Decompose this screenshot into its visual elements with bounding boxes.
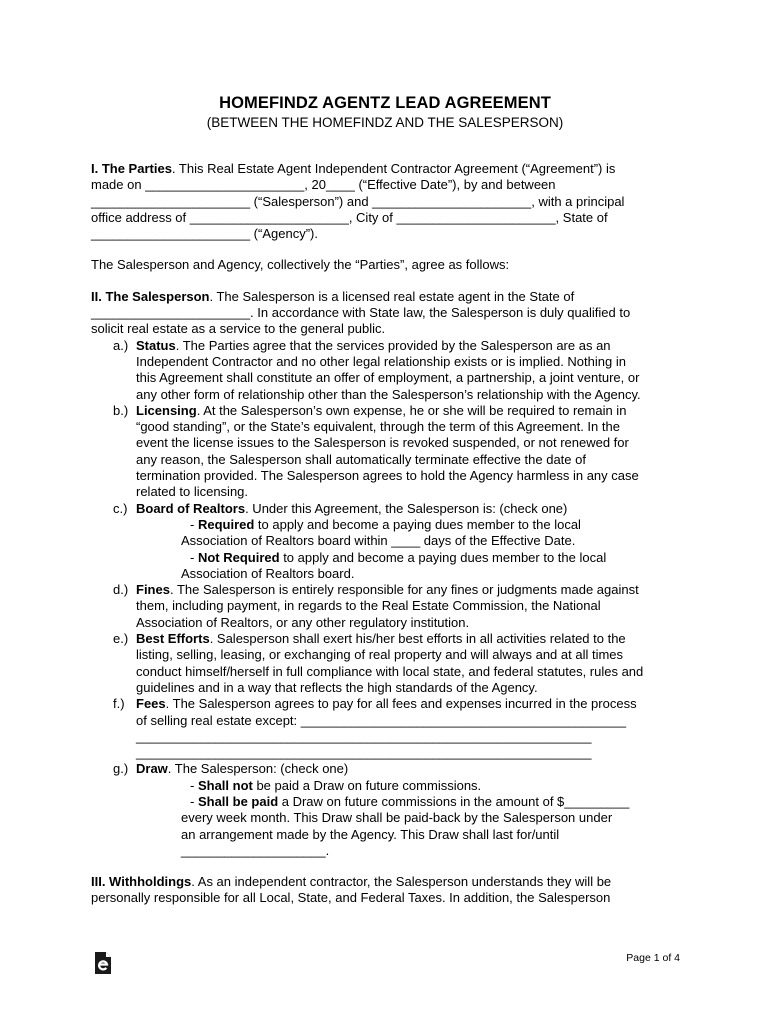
eforms-logo-icon [94, 951, 112, 975]
clause-fines-line-3: Association of Realtors, or any other regulatory institution. [136, 614, 470, 630]
option-required-line-2: Association of Realtors board within ____ days of the Effective Date. [181, 533, 576, 549]
clause-licensing-line-5: termination provided. The Salesperson agrees to hold the Agency harmless in any case [136, 468, 639, 484]
parties-line-5: ______________________ (“Agency”). [91, 226, 318, 242]
document-title: HOMEFINDZ AGENTZ LEAD AGREEMENT [219, 94, 551, 112]
salesperson-line-3: solicit real estate as a service to the general public. [91, 321, 386, 337]
clause-fines-line-2: them, including payment, in regards to the Real Estate Commission, the National [136, 598, 601, 614]
option-shall-be-paid-line-4: ____________________. [181, 842, 330, 858]
parties-line-4: office address of ______________________, City of ______________________, State of [91, 209, 608, 225]
clause-best-efforts-line-4: guidelines and in a way that reflects the high standards of the Agency. [136, 679, 538, 695]
salesperson-line-1: II. The Salesperson. The Salesperson is a licensed real estate agent in the State of [91, 288, 575, 304]
document-body [91, 161, 681, 907]
document-subtitle: (BETWEEN THE HOMEFINDZ AND THE SALESPERSON) [206, 115, 564, 130]
clause-status-line-4: any other form of relationship other than the Salesperson’s relationship with the Agency. [136, 386, 641, 402]
option-shall-be-paid-line-3: an arrangement made by the Agency. This Draw shall last for/until [181, 826, 560, 842]
clause-licensing: b.) Licensing. At the Salesperson’s own expense, he or she will be required to remain in [113, 402, 627, 418]
withholdings-line-1: III. Withholdings. As an independent contractor, the Salesperson understands they will be [91, 874, 612, 890]
clause-board-label: Board of Realtors [136, 500, 246, 516]
clause-draw-label: Draw [136, 761, 168, 777]
page-number: Page 1 of 4 [626, 952, 680, 964]
clause-draw: g.) Draw. The Salesperson: (check one) [113, 761, 349, 777]
option-not-required: - Not Required to apply and become a paying dues member to the local [190, 549, 607, 565]
clause-fines-label: Fines [136, 582, 170, 598]
parties-line-2: made on ______________________, 20____ (“Effective Date”), by and between [91, 177, 556, 193]
clause-best-efforts: e.) Best Efforts. Salesperson shall exert his/her best efforts in all activities related to the [113, 631, 626, 647]
clause-licensing-line-4: any reason, the Salesperson shall automatically terminate effective the date of [136, 451, 586, 467]
clause-best-efforts-line-2: listing, selling, leasing, or exchanging of real property and will always and at all times [136, 647, 624, 663]
clause-licensing-line-3: event the license issues to the Salesperson is revoked suspended, or not renewed for [136, 435, 629, 451]
withholdings-line-2: personally responsible for all Local, State, and Federal Taxes. In addition, the Salesperson [91, 890, 611, 906]
option-not-required-line-2: Association of Realtors board. [181, 565, 355, 581]
parties-line-1: I. The Parties. This Real Estate Agent Independent Contractor Agreement (“Agreement”) is [91, 161, 616, 176]
salesperson-heading: II. The Salesperson [91, 288, 210, 304]
parties-line-3: ______________________ (“Salesperson”) and ______________________, with a principal [91, 193, 625, 209]
clause-fees-line-4: _______________________________________________________________ [136, 745, 592, 761]
clause-fees: f.) Fees. The Salesperson agrees to pay for all fees and expenses incurred in the process [113, 696, 637, 712]
clause-status-line-3: this Agreement shall constitute an offer of employment, a partnership, a joint venture, or [136, 370, 640, 386]
clause-fees-line-2: of selling real estate except: _____________________________________________ [136, 712, 627, 728]
withholdings-heading: III. Withholdings [91, 874, 192, 890]
parties-heading: I. The Parties [91, 161, 172, 176]
clause-fees-label: Fees [136, 696, 166, 712]
collective-statement: The Salesperson and Agency, collectively the “Parties”, agree as follows: [91, 257, 510, 273]
clause-best-efforts-line-3: conduct himself/herself in full compliance with local state, and federal statutes, rules and [136, 663, 644, 679]
clause-fees-line-3: _______________________________________________________________ [136, 728, 592, 744]
clause-status-label: Status [136, 337, 176, 353]
option-required: - Required to apply and become a paying dues member to the local [190, 516, 581, 532]
clause-licensing-label: Licensing [136, 402, 197, 418]
clause-fines: d.) Fines. The Salesperson is entirely responsible for any fines or judgments made against [113, 582, 639, 598]
clause-board-of-realtors: c.) Board of Realtors. Under this Agreement, the Salesperson is: (check one) [113, 500, 568, 516]
option-shall-be-paid-line-2: every week month. This Draw shall be paid-back by the Salesperson under [181, 810, 613, 826]
clause-status: a.) Status. The Parties agree that the services provided by the Salesperson are as an [113, 337, 611, 353]
clause-status-line-2: Independent Contractor and no other legal relationship exists or is implied. Nothing in [136, 353, 626, 369]
clause-best-efforts-label: Best Efforts [136, 631, 210, 647]
option-shall-not: - Shall not be paid a Draw on future commissions. [190, 777, 482, 793]
clause-licensing-line-6: related to licensing. [136, 484, 249, 500]
option-shall-be-paid: - Shall be paid a Draw on future commissions in the amount of $_________ [190, 793, 630, 809]
salesperson-line-2: ______________________. In accordance with State law, the Salesperson is duly qualified to [91, 305, 631, 321]
clause-licensing-line-2: “good standing”, or the State’s equivalent, through the term of this Agreement. In the [136, 419, 620, 435]
